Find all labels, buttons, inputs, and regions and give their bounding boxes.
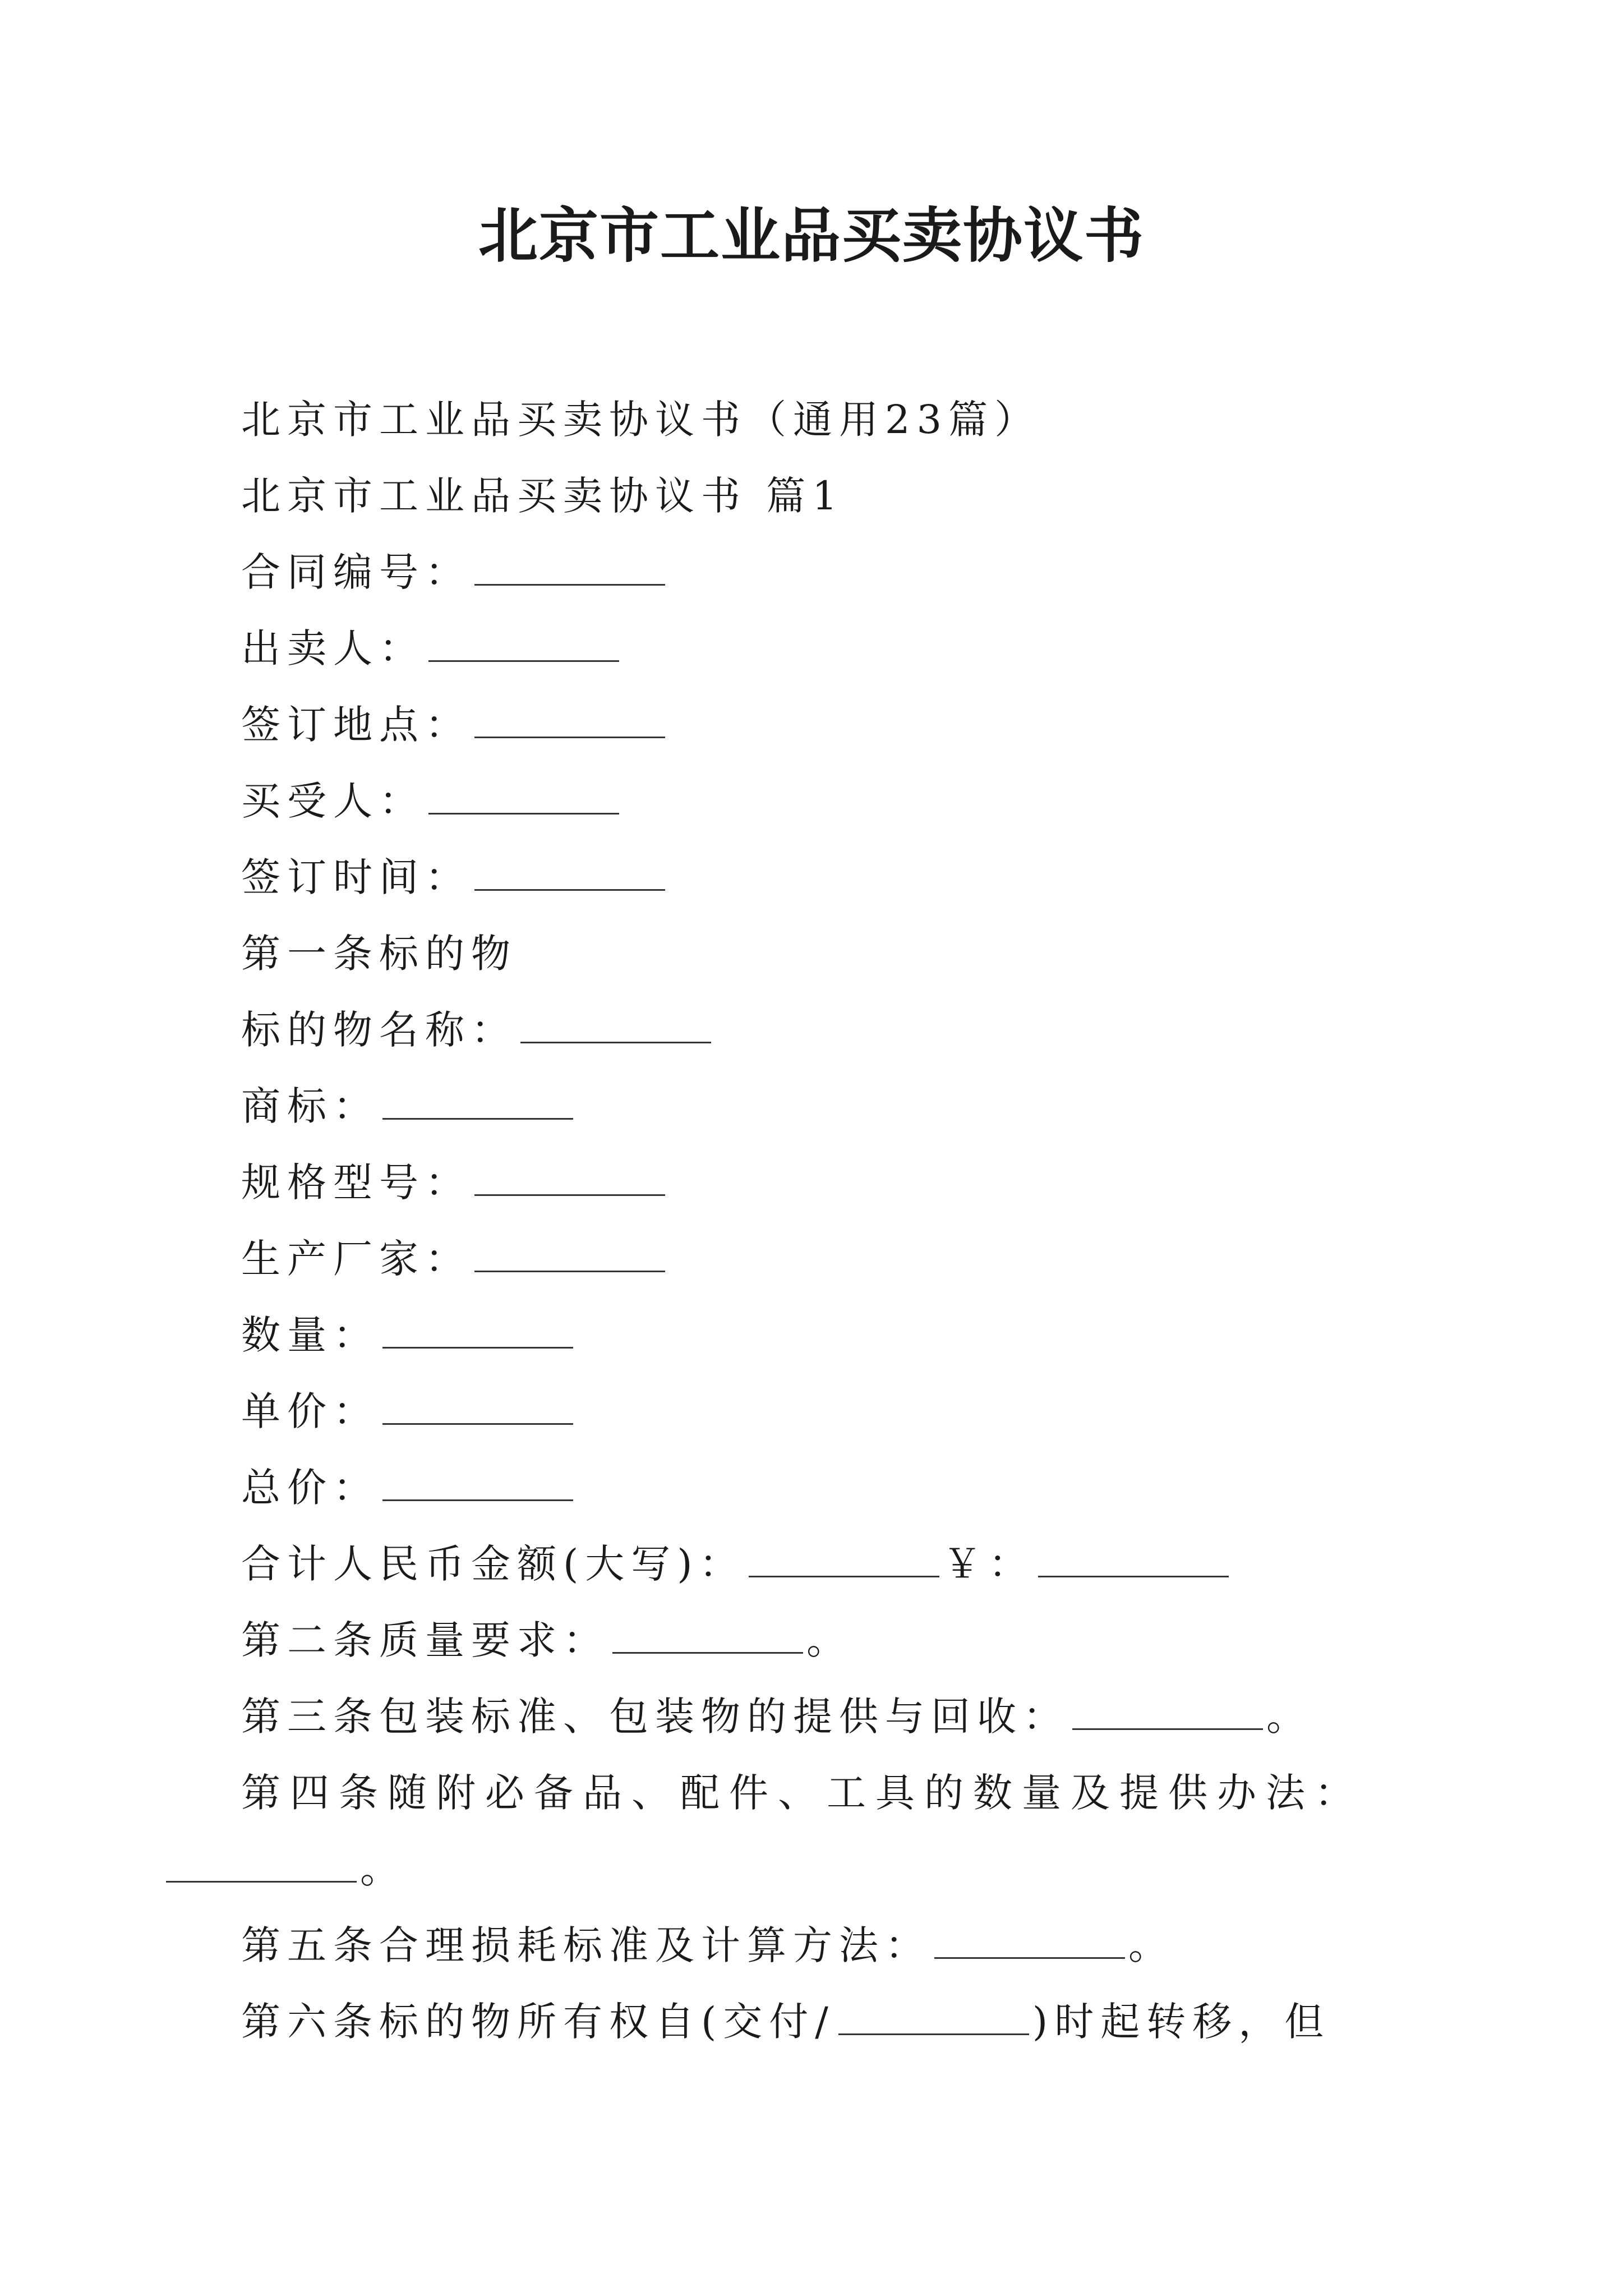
field-label: 签订时间：: [241, 854, 471, 900]
field-contract-number: [241, 534, 1441, 610]
field-seller: [241, 610, 1441, 687]
blank-line: [382, 1079, 573, 1120]
blank-line: [474, 697, 665, 738]
field-label: 合计人民币金额(大写)：: [241, 1541, 745, 1587]
article-text: 第五条合理损耗标准及计算方法：: [241, 1922, 931, 1968]
blank-line: [428, 774, 619, 815]
field-item-name: [241, 992, 1441, 1068]
section-heading: 北京市工业品买卖协议书 篇1: [241, 473, 844, 519]
blank-line: [838, 1994, 1029, 2035]
field-label: 出卖人：: [241, 625, 425, 671]
article-text: 第六条标的物所有权自(交付/: [241, 1999, 835, 2045]
yen-label: ￥：: [942, 1541, 1035, 1587]
blank-line: [166, 1842, 357, 1883]
article-end: 。: [1128, 1922, 1174, 1968]
blank-line: [474, 850, 665, 891]
field-trademark: [241, 1068, 1441, 1144]
article4-continuation: [163, 1831, 1363, 1907]
field-label: 总价：: [241, 1465, 379, 1511]
document-title: 北京市工业品买卖协议书: [478, 200, 1145, 270]
blank-line: [520, 1002, 711, 1043]
blank-line: [474, 545, 665, 586]
blank-line: [612, 1613, 803, 1654]
article-text: 第四条随附必备品、配件、工具的数量及提供办法：: [241, 1770, 1363, 1816]
blank-line: [934, 1918, 1125, 1959]
field-total-amount: [241, 1526, 1441, 1602]
blank-line: [428, 621, 619, 662]
article3: [241, 1678, 1441, 1755]
field-label: 合同编号：: [241, 549, 471, 595]
blank-line: [382, 1384, 573, 1425]
field-quantity: [241, 1297, 1441, 1373]
field-total-price: [241, 1450, 1441, 1526]
field-label: 单价：: [241, 1388, 379, 1434]
field-label: 数量：: [241, 1312, 379, 1358]
field-label: 规格型号：: [241, 1159, 471, 1205]
field-label: 生产厂家：: [241, 1236, 471, 1282]
field-manufacturer: [241, 1221, 1441, 1297]
blank-line: [749, 1536, 939, 1577]
field-label: 商标：: [241, 1083, 379, 1129]
field-buyer: [241, 763, 1441, 839]
article-text-after: )时起转移，但: [1032, 1999, 1331, 2045]
article-end: 。: [806, 1617, 852, 1663]
article-end: 。: [360, 1846, 399, 1892]
field-signing-place: [241, 687, 1441, 763]
blank-line: [1038, 1536, 1229, 1577]
article-end: 。: [1266, 1694, 1312, 1740]
article5: [241, 1907, 1441, 1984]
field-unit-price: [241, 1373, 1441, 1450]
field-signing-time: [241, 839, 1441, 915]
blank-line: [382, 1460, 573, 1501]
document-body: [241, 381, 1441, 2060]
article4: [241, 1755, 1441, 1831]
article6: [241, 1984, 1441, 2060]
article2: [241, 1602, 1441, 1678]
blank-line: [474, 1231, 665, 1272]
document-subtitle: 北京市工业品买卖协议书（通用23篇）: [241, 397, 1041, 443]
blank-line: [382, 1308, 573, 1349]
article-text: 第三条包装标准、包装物的提供与回收：: [241, 1694, 1069, 1740]
field-label: 买受人：: [241, 778, 425, 824]
blank-line: [1072, 1689, 1263, 1730]
article-text: 第二条质量要求：: [241, 1617, 609, 1663]
field-model: [241, 1144, 1441, 1221]
field-label: 标的物名称：: [241, 1007, 517, 1053]
blank-line: [474, 1155, 665, 1196]
article1-heading: 第一条标的物: [241, 931, 517, 977]
field-label: 签订地点：: [241, 702, 471, 748]
